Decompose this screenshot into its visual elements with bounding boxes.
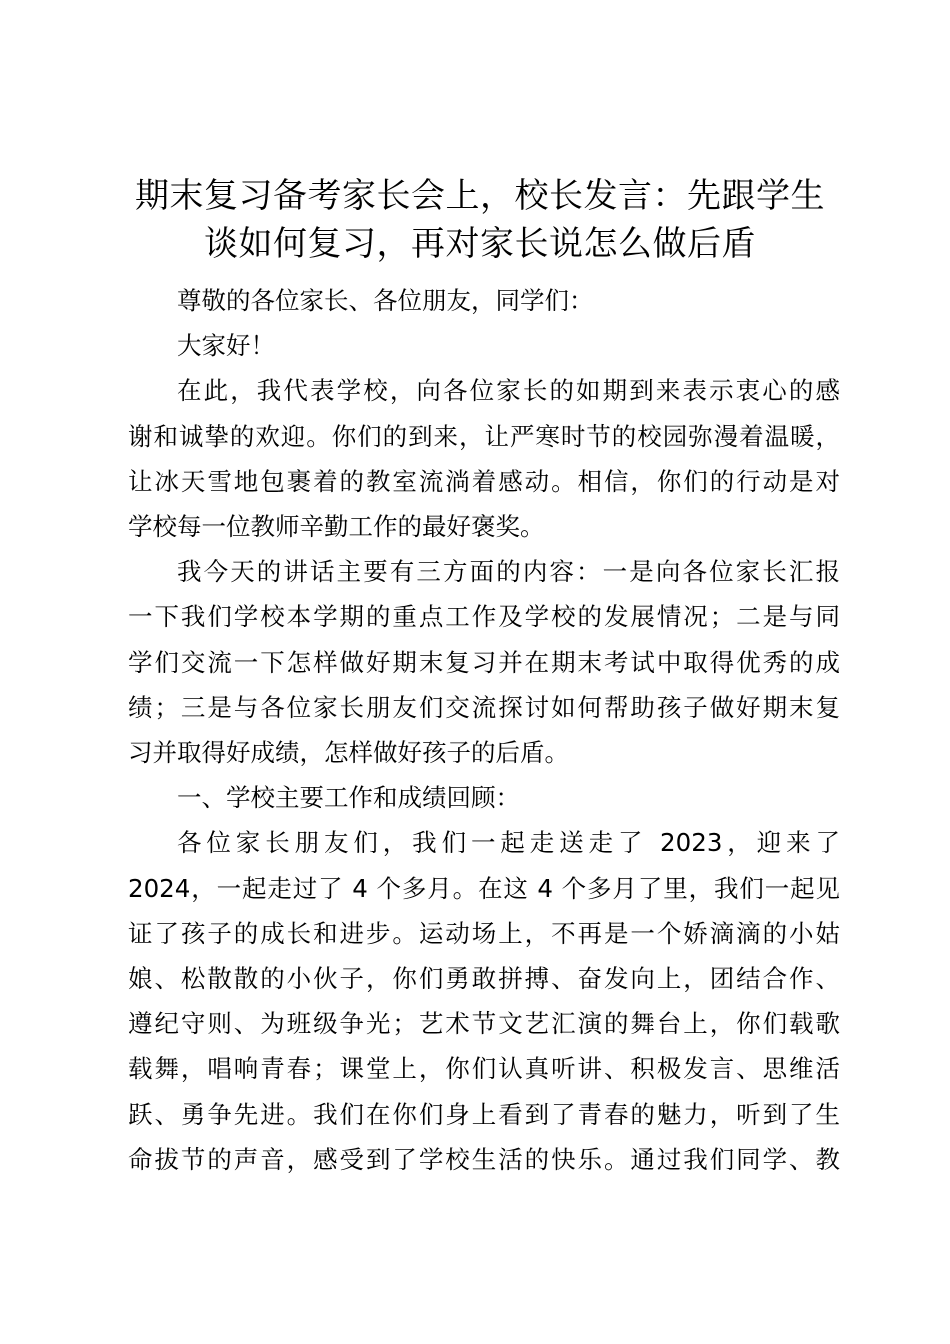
text-line: 各位家长朋友们，我们一起走送走了 2023，迎来了 bbox=[177, 828, 840, 858]
text-line: 尊敬的各位家长、各位朋友，同学们： bbox=[177, 286, 594, 315]
document-body bbox=[128, 278, 840, 1182]
paragraph-greeting bbox=[128, 278, 840, 323]
paragraph-review bbox=[128, 820, 840, 1182]
text-line: 载舞，唱响青春；课堂上，你们认真听讲、积极发言、思维活 bbox=[128, 1054, 840, 1084]
text-line: 跃、勇争先进。我们在你们身上看到了青春的魅力，听到了生 bbox=[128, 1099, 840, 1129]
text-line: 2024，一起走过了 4 个多月。在这 4 个多月了里，我们一起见 bbox=[128, 873, 840, 903]
text-line: 在此，我代表学校，向各位家长的如期到来表示衷心的感 bbox=[177, 376, 840, 406]
title-line-2: 谈如何复习，再对家长说怎么做后盾 bbox=[204, 224, 756, 264]
text-line: 遵纪守则、为班级争光；艺术节文艺汇演的舞台上，你们载歌 bbox=[128, 1009, 840, 1039]
title-line-1: 期末复习备考家长会上，校长发言：先跟学生 bbox=[135, 176, 825, 216]
text-line: 谢和诚挚的欢迎。你们的到来，让严寒时节的校园弥漫着温暖， bbox=[128, 421, 840, 451]
section-heading bbox=[128, 775, 840, 820]
text-line: 证了孩子的成长和进步。运动场上，不再是一个娇滴滴的小姑 bbox=[128, 918, 840, 948]
paragraph-welcome bbox=[128, 368, 840, 549]
text-line: 习并取得好成绩，怎样做好孩子的后盾。 bbox=[128, 738, 569, 768]
text-line: 一、学校主要工作和成绩回顾： bbox=[177, 783, 520, 813]
text-line: 命拔节的声音，感受到了学校生活的快乐。通过我们同学、教 bbox=[128, 1144, 840, 1174]
text-line: 我今天的讲话主要有三方面的内容：一是向各位家长汇报 bbox=[177, 557, 840, 587]
document-title bbox=[100, 172, 860, 268]
paragraph-outline bbox=[128, 549, 840, 775]
paragraph-hello bbox=[128, 323, 840, 368]
text-line: 学们交流一下怎样做好期末复习并在期末考试中取得优秀的成 bbox=[128, 647, 840, 677]
text-line: 学校每一位教师辛勤工作的最好褒奖。 bbox=[128, 512, 545, 542]
text-line: 娘、松散散的小伙子，你们勇敢拼搏、奋发向上，团结合作、 bbox=[128, 964, 840, 994]
text-line: 绩；三是与各位家长朋友们交流探讨如何帮助孩子做好期末复 bbox=[128, 692, 840, 722]
text-line: 大家好！ bbox=[177, 331, 275, 361]
text-line: 一下我们学校本学期的重点工作及学校的发展情况；二是与同 bbox=[128, 602, 840, 632]
text-line: 让冰天雪地包裹着的教室流淌着感动。相信，你们的行动是对 bbox=[128, 466, 840, 496]
